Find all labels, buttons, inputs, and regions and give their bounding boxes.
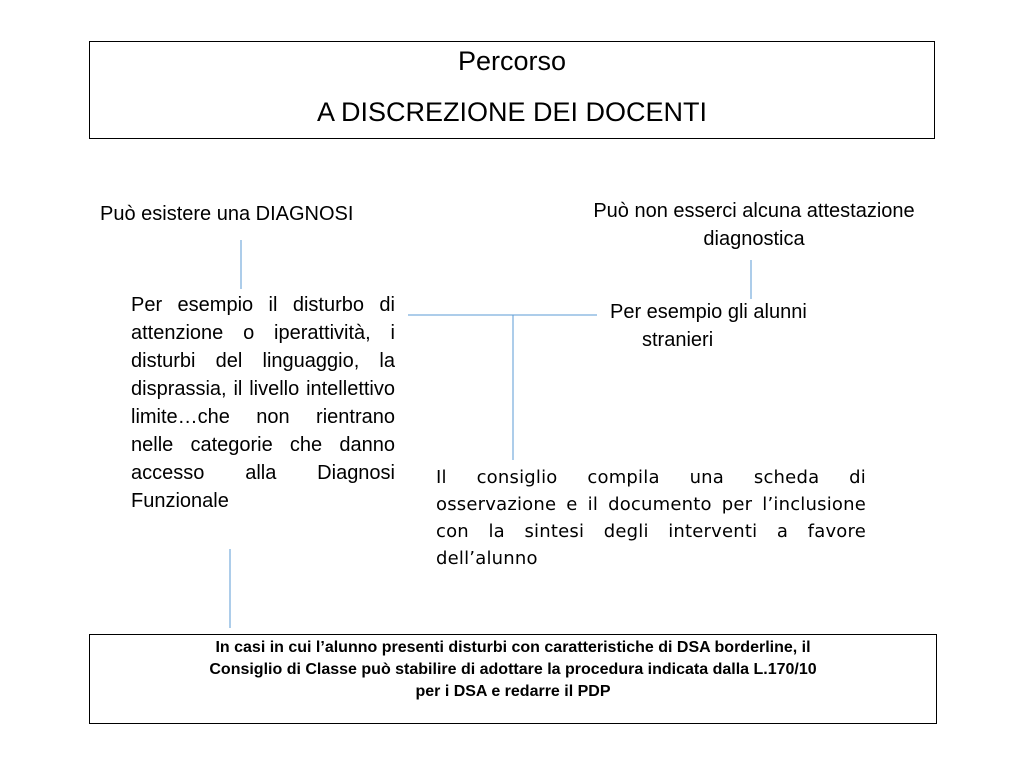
- footer-line1: In casi in cui l’alunno presenti disturbi con caratteristiche di DSA borderline, il: [215, 639, 811, 656]
- label-diagnosi: Può esistere una DIAGNOSI: [100, 203, 354, 225]
- title-percorso: Percorso: [457, 46, 567, 76]
- footer-line2: Consiglio di Classe può stabilire di adottare la procedura indicata dalla L.170/10: [209, 661, 817, 678]
- title-box: [89, 41, 935, 139]
- label-attestazione-line1: Può non esserci alcuna attestazione: [593, 200, 915, 222]
- consiglio-text: Il consiglio compila una scheda di osservazione e il documento per l’inclusione con la sintesi degli interventi a favore dell’alunno: [436, 467, 866, 569]
- title-discrezione: A DISCREZIONE DEI DOCENTI: [316, 97, 708, 127]
- label-attestazione-line2: diagnostica: [703, 228, 805, 250]
- label-attestazione: [562, 197, 946, 253]
- example-stranieri-line2: stranieri: [642, 329, 714, 351]
- example-stranieri-line1: Per esempio gli alunni: [610, 301, 807, 323]
- footer-line3: per i DSA e redarre il PDP: [415, 683, 611, 700]
- footer-box: [89, 634, 937, 724]
- paragraph-examples: Per esempio il disturbo di attenzione o iperattività, i disturbi del linguaggio, la disprassia, il livello intellettivo limite…che non rientrano nelle categorie che danno accesso alla Diagnosi Funzionale: [131, 294, 395, 512]
- example-stranieri: [610, 298, 850, 354]
